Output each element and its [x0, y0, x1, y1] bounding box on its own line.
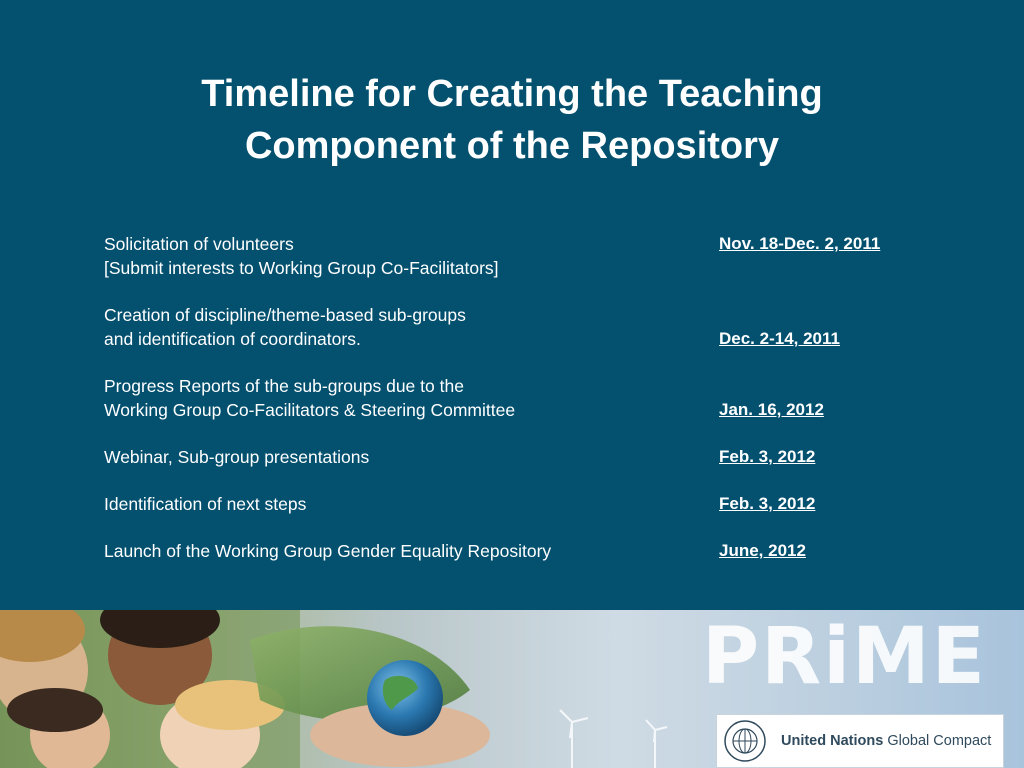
- timeline-description-line: Webinar, Sub-group presentations: [104, 447, 370, 467]
- timeline-description: [104, 539, 944, 563]
- un-global-compact-emblem-icon: [723, 719, 767, 763]
- timeline-description: [104, 445, 944, 469]
- slide-title-line-2: Component of the Repository: [244, 125, 780, 167]
- timeline-date: Feb. 3, 2012: [719, 447, 816, 466]
- slide-title-line-1: Timeline for Creating the Teaching: [201, 73, 823, 115]
- global-compact-name: Global Compact: [887, 733, 992, 749]
- un-name: United Nations: [781, 733, 884, 749]
- timeline-date: June, 2012: [719, 541, 806, 560]
- un-global-compact-logo: [716, 714, 1004, 768]
- timeline-description-line: Creation of discipline/theme-based sub-groups: [104, 305, 466, 325]
- timeline-description-line: Identification of next steps: [104, 494, 307, 514]
- timeline-item: [104, 374, 944, 422]
- timeline-item: [104, 492, 944, 516]
- timeline-description-line: Progress Reports of the sub-groups due to the: [104, 376, 464, 396]
- timeline-item: [104, 539, 944, 563]
- un-global-compact-text: [781, 733, 991, 749]
- timeline-date: Dec. 2-14, 2011: [719, 329, 840, 348]
- timeline-date: Nov. 18-Dec. 2, 2011: [719, 234, 881, 253]
- timeline-description-line: [Submit interests to Working Group Co-Facilitators]: [104, 258, 499, 278]
- timeline-item: [104, 303, 944, 351]
- timeline-date: Jan. 16, 2012: [719, 400, 824, 419]
- timeline-description-line: Solicitation of volunteers: [104, 234, 294, 254]
- prme-logo: PRiME: [702, 612, 987, 702]
- timeline-description-line: Working Group Co-Facilitators & Steering Committee: [104, 400, 516, 420]
- timeline-item: [104, 445, 944, 469]
- timeline-description-line: and identification of coordinators.: [104, 329, 361, 349]
- timeline-description: [104, 492, 944, 516]
- timeline-item: [104, 232, 944, 280]
- timeline-list: [104, 232, 944, 563]
- timeline-date: Feb. 3, 2012: [719, 494, 816, 513]
- timeline-description-line: Launch of the Working Group Gender Equality Repository: [104, 541, 552, 561]
- slide-title: [60, 68, 964, 172]
